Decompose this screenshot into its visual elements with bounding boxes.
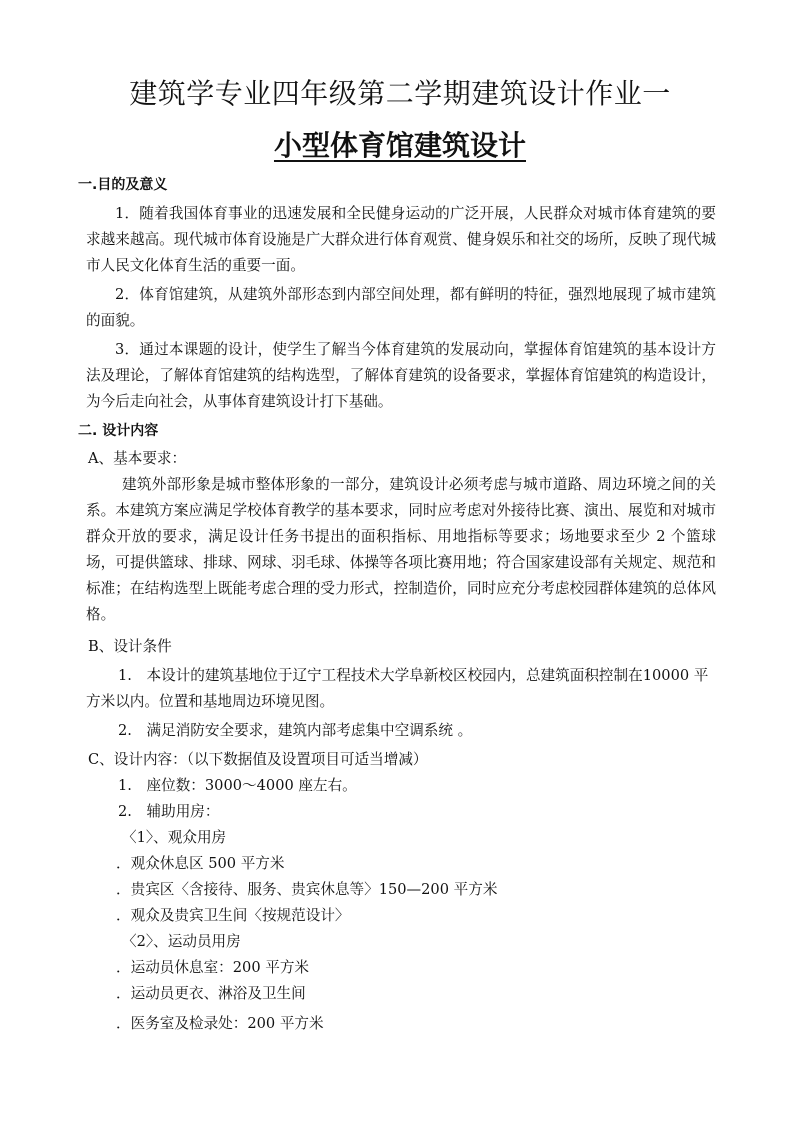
group-1-item: ．观众休息区 500 平方米 — [116, 855, 285, 872]
group-2-item: ．医务室及检录处：200 平方米 — [116, 1015, 324, 1032]
subsection-c-label: C、设计内容：（以下数据值及设置项目可适当增减） — [88, 751, 428, 768]
group-1-label: 〈1〉、观众用房 — [122, 829, 227, 846]
document-subtitle — [0, 126, 800, 166]
section-heading-purpose: 一.目的及意义 — [78, 177, 168, 193]
document-title: 建筑学专业四年级第二学期建筑设计作业一 — [129, 77, 671, 110]
document-body — [78, 172, 716, 1037]
group-1-item: ．观众及贵宾卫生间〈按规范设计〉 — [116, 907, 350, 924]
subsection-b-item-1: 1. 本设计的建筑基地位于辽宁工程技术大学阜新校区校园内，总建筑面积控制在10000 平方米以内。位置和基地周边环境见图。 — [86, 667, 709, 710]
subsection-c-item-2: 2. 辅助用房： — [118, 803, 220, 820]
purpose-paragraph-1: 1．随着我国体育事业的迅速发展和全民健身运动的广泛开展，人民群众对城市体育建筑的要求越来越高。现代城市体育设施是广大群众进行体育观赏、健身娱乐和社交的场所，反映了现代城市人民文化体育生活的重要一面。 — [86, 205, 716, 274]
section-heading-content: 二. 设计内容 — [78, 423, 159, 439]
subsection-b-label: B、设计条件 — [88, 638, 172, 655]
subsection-a-label: A、基本要求： — [88, 450, 187, 467]
document-subtitle-text: 小型体育馆建筑设计 — [273, 129, 526, 162]
subsection-a-text: 建筑外部形象是城市整体形象的一部分，建筑设计必须考虑与城市道路、周边环境之间的关系。本建筑方案应满足学校体育教学的基本要求，同时应考虑对外接待比赛、演出、展览和对城市群众开放的要求，满足设计任务书提出的面积指标、用地指标等要求；场地要求至少 2 个篮球场，可提供篮球、排球、网球、羽毛球、体操等各项比赛用地；符合国家建设部有关规定、规范和标准；在结构选型上既能考虑合理的受力形式，控制造价，同时应充分考虑校园群体建筑的总体风格。 — [86, 476, 716, 623]
group-2-item: ．运动员更衣、淋浴及卫生间 — [116, 985, 306, 1002]
group-2-label: 〈2〉、运动员用房 — [122, 933, 241, 950]
subsection-c-item-1: 1. 座位数：3000～4000 座左右。 — [118, 777, 357, 794]
group-1-item: ．贵宾区〈含接待、服务、贵宾休息等〉150—200 平方米 — [116, 881, 498, 898]
purpose-paragraph-2: 2．体育馆建筑，从建筑外部形态到内部空间处理，都有鲜明的特征，强烈地展现了城市建筑的面貌。 — [86, 286, 716, 329]
subsection-b-item-2: 2. 满足消防安全要求，建筑内部考虑集中空调系统 。 — [118, 722, 473, 739]
group-2-item: ．运动员休息室：200 平方米 — [116, 959, 310, 976]
purpose-paragraph-3: 3．通过本课题的设计，使学生了解当今体育建筑的发展动向，掌握体育馆建筑的基本设计方法及理论，了解体育馆建筑的结构选型，了解体育建筑的设备要求，掌握体育馆建筑的构造设计，为今后走向社会，从事体育建筑设计打下基础。 — [86, 341, 716, 410]
